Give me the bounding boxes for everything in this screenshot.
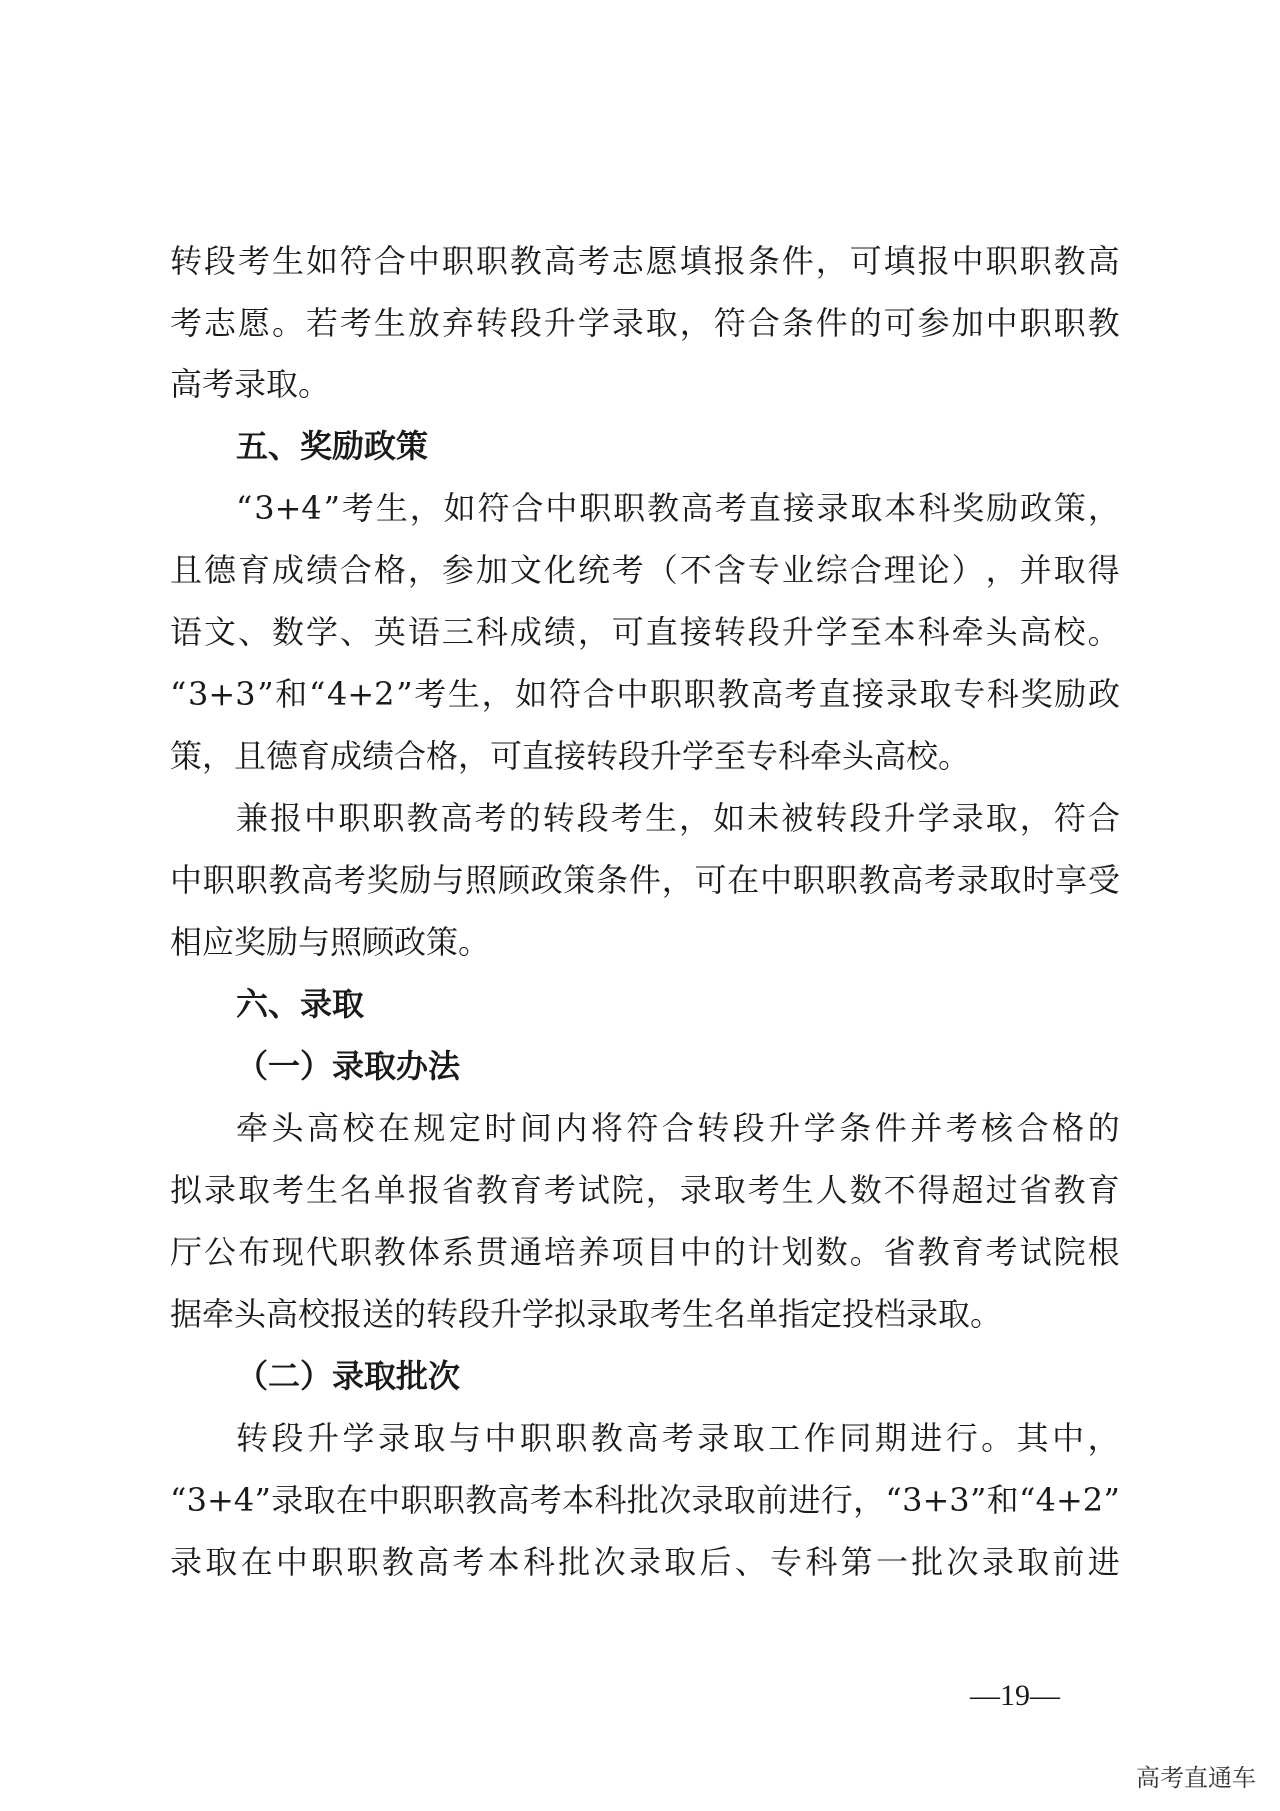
p2-line-2: 且 德 育 成 绩 合 格 ， 参 加 文 化 统 考 （ 不 含 专 业 综 合 理 论 ） ， 并 取 得 (170, 551, 1120, 589)
p4-line-3: 厅 公 布 现 代 职 教 体 系 贯 通 培 养 项 目 中 的 计 划 数 。 省 教 育 考 试 院 根 (170, 1233, 1120, 1271)
p3-line-2: 中 职 职 教 高 考 奖 励 与 照 顾 政 策 条 件 ， 可 在 中 职 职 教 高 考 录 取 时 享 受 (170, 861, 1120, 899)
p5-line-2: “ 3+4 ” 录 取 在 中 职 职 教 高 考 本 科 批 次 录 取 前 进 行 ， “ 3+3 ” 和 “ 4+2 ” (170, 1481, 1120, 1519)
p5-line-3: 录 取 在 中 职 职 教 高 考 本 科 批 次 录 取 后 、 专 科 第 一 批 次 录 取 前 进 (170, 1543, 1120, 1581)
p4-line-2: 拟 录 取 考 生 名 单 报 省 教 育 考 试 院 ， 录 取 考 生 人 数 不 得 超 过 省 教 育 (170, 1171, 1120, 1209)
p3-line-1: 兼 报 中 职 职 教 高 考 的 转 段 考 生 ， 如 未 被 转 段 升 学 录 取 ， 符 合 (236, 799, 1120, 837)
page-number: —19— (970, 1679, 1060, 1712)
p5-line-1: 转 段 升 学 录 取 与 中 职 职 教 高 考 录 取 工 作 同 期 进 行 。 其 中 ， (236, 1419, 1120, 1457)
p4-line-1: 牵 头 高 校 在 规 定 时 间 内 将 符 合 转 段 升 学 条 件 并 考 核 合 格 的 (236, 1109, 1120, 1147)
p3-line-3: 相应奖励与照顾政策。 (170, 923, 491, 961)
subheading-admission-method: （一）录取办法 (236, 1047, 461, 1085)
p1-line-3: 高考录取。 (170, 365, 331, 403)
p2-line-4: “ 3+3 ” 和 “ 4+2 ” 考 生 ， 如 符 合 中 职 职 教 高 考 直 接 录 取 专 科 奖 励 政 (170, 675, 1120, 713)
p4-line-4: 据牵头高校报送的转段升学拟录取考生名单指定投档录取。 (170, 1295, 1003, 1333)
section-heading-5: 五、奖励政策 (236, 427, 429, 465)
p1-line-2: 考 志 愿 。 若 考 生 放 弃 转 段 升 学 录 取 ， 符 合 条 件 的 可 参 加 中 职 职 教 (170, 304, 1120, 342)
section-heading-6: 六、录取 (236, 985, 365, 1023)
watermark-text: 高考直通车 (1136, 1764, 1256, 1792)
p2-line-5: 策，且德育成绩合格，可直接转段升学至专科牵头高校。 (170, 737, 971, 775)
p1-line-1: 转 段 考 生 如 符 合 中 职 职 教 高 考 志 愿 填 报 条 件 ， 可 填 报 中 职 职 教 高 (170, 242, 1120, 280)
subheading-admission-batch: （二）录取批次 (236, 1357, 461, 1395)
p2-line-3: 语 文 、 数 学 、 英 语 三 科 成 绩 ， 可 直 接 转 段 升 学 至 本 科 牵 头 高 校 。 (170, 613, 1120, 651)
p2-line-1: “ 3+4 ” 考 生 ， 如 符 合 中 职 职 教 高 考 直 接 录 取 本 科 奖 励 政 策 ， (236, 489, 1120, 527)
